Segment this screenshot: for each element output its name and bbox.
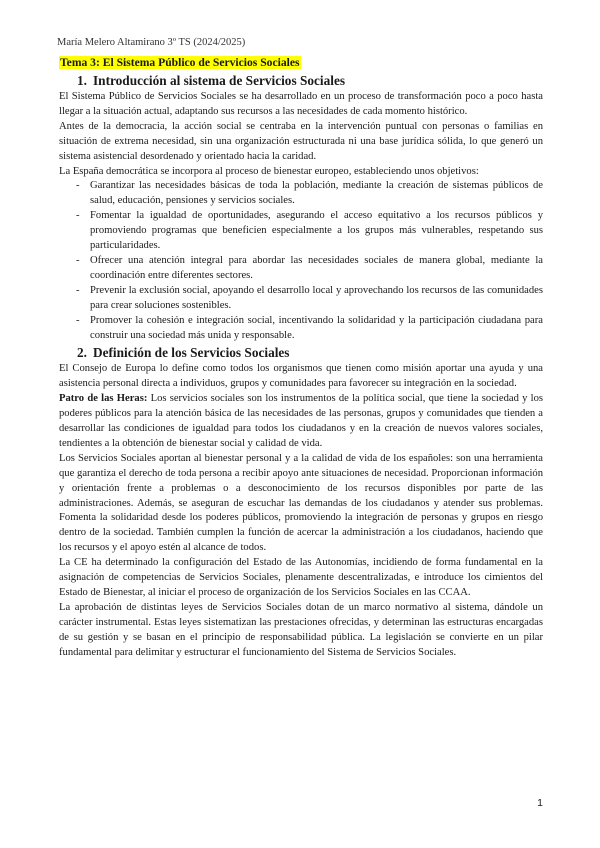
paragraph: La CE ha determinado la configuración del Estado de las Autonomías, incidiendo de forma fundamental en la asignación de competencias de Servicios Sociales, plenamente descentralizadas, e introduce los cimientos del Estado de Bienestar, al iniciar el proceso de organización de los Servicios Sociales en las CCAA. (59, 557, 543, 598)
document-title: Tema 3: El Sistema Público de Servicios Sociales (60, 56, 300, 69)
section-2-heading (59, 343, 543, 362)
paragraph: La España democrática se incorpora al proceso de bienestar europeo, estableciendo unos objetivos: (59, 165, 479, 177)
page-number: 1 (537, 797, 543, 809)
dash-bullet: - (76, 210, 80, 222)
dash-bullet: - (76, 254, 80, 266)
list-item: - Garantizar las necesidades básicas de toda la población, mediante la creación de sistemas públicos de salud, educación, pensiones y servicios sociales. (76, 180, 543, 207)
section-2-title: Definición de los Servicios Sociales (93, 345, 290, 361)
section-1-number: 1. (77, 73, 87, 88)
section-2-number: 2. (77, 345, 87, 361)
page-header: María Melero Altamirano 3º TS (2024/2025) (57, 37, 246, 48)
paragraph: La aprobación de distintas leyes de Servicios Sociales dotan de un marco normativo al sistema, dándole un carácter instrumental. Estas leyes sistematizan las prestaciones ofrecidas, y determinan las estructuras encargadas de su gestión y se basan en el principio de responsabilidad pública. La legislación se convierte en un pilar fundamental para delimitar y estructurar el funcionamiento del Sistema de Servicios Sociales. (59, 601, 543, 658)
section-1-title: Introducción al sistema de Servicios Sociales (93, 73, 346, 88)
document-body (59, 55, 543, 661)
objectives-list (59, 179, 543, 343)
list-item: - Promover la cohesión e integración social, incentivando la solidaridad y la participación ciudadana para construir una sociedad más unida y responsable. (76, 314, 543, 341)
paragraph: El Consejo de Europa lo define como todos los organismos que tienen como misión aportar una ayuda y una asistencia personal directa a individuos, grupos y comunidades para favorecer su integración en la sociedad. (59, 363, 543, 390)
list-item: - Ofrecer una atención integral para abordar las necesidades sociales de manera global, mediante la coordinación entre diferentes sectores. (76, 254, 543, 281)
author-label: Patro de las Heras: (59, 393, 148, 405)
paragraph: Los Servicios Sociales aportan al bienestar personal y a la calidad de vida de los españoles: son una herramienta que garantiza el derecho de toda persona a recibir apoyo ante situaciones de necesidad. Proporcionan información y orientación frente a problemas o a desconocimiento de los recursos disponibles por parte de las administraciones. Además, se aseguran de escuchar las demandas de los ciudadanos y atender sus problemas. Fomenta la solidaridad desde los poderes públicos, promoviendo la integración de personas y grupos en riesgo dentro de la sociedad. También cumplen la función de acercar la administración a los ciudadanos, haciendo que los recursos y el apoyo estén al alcance de todos. (59, 452, 543, 554)
list-item: - Fomentar la igualdad de oportunidades, asegurando el acceso equitativo a los recursos públicos y promoviendo programas que beneficien especialmente a los grupos más vulnerables, respetando sus particularidades. (76, 210, 543, 252)
paragraph: Patro de las Heras: Los servicios sociales son los instrumentos de la política social, que tiene la sociedad y los poderes públicos para la atención básica de las necesidades de las personas, grupos y comunidades que tienden a desarrollar las condiciones de igualdad para todos los ciudadanos y en la creación de nuevos valores sociales, tendientes a la obtención de bienestar social y calidad de vida. (59, 393, 543, 449)
dash-bullet: - (76, 180, 80, 192)
section-1-heading (59, 71, 543, 90)
dash-bullet: - (76, 284, 80, 296)
paragraph: El Sistema Público de Servicios Sociales se ha desarrollado en un proceso de transformación poco a poco hasta llegar a la situación actual, adaptando sus recursos a las necesidades de cada momento histórico. (59, 91, 543, 117)
paragraph: Antes de la democracia, la acción social se centraba en la intervención puntual con personas o familias en situación de extrema necesidad, sin una organización estructurada ni una base jurídica sólida, lo que generó un sistema asistencial desordenado y orientado hacia la caridad. (59, 120, 543, 162)
list-item: - Prevenir la exclusión social, apoyando el desarrollo local y aprovechando los recursos de las comunidades para crear soluciones sostenibles. (76, 284, 543, 311)
dash-bullet: - (76, 314, 80, 326)
